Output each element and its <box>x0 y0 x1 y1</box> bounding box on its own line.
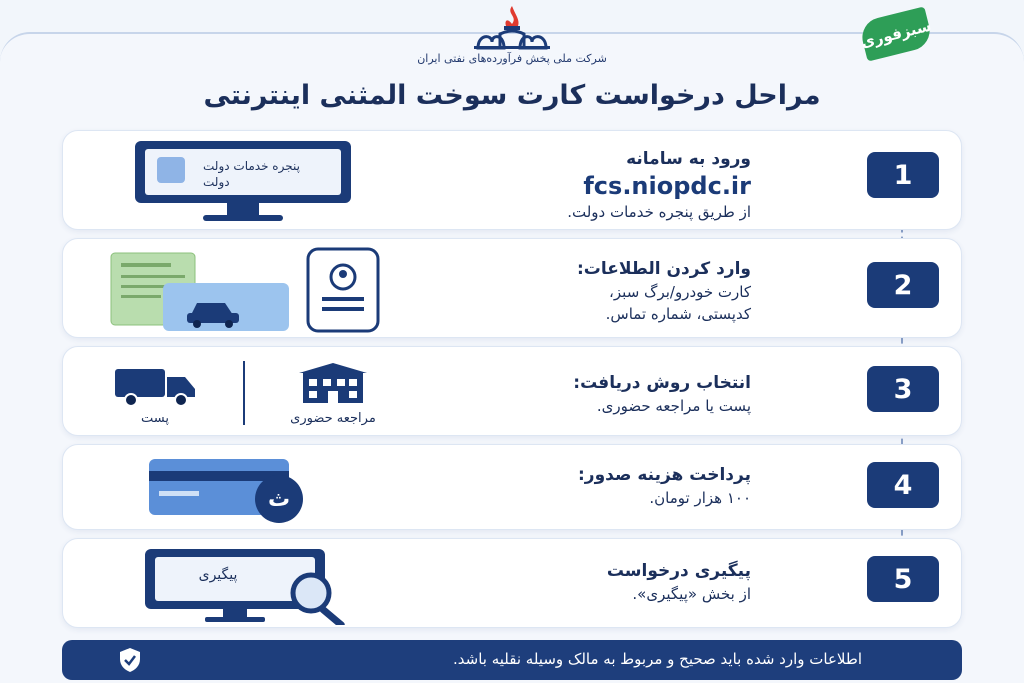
step-number-2: 2 <box>867 262 939 308</box>
mobile-id-icon <box>306 247 380 333</box>
step-text-5 <box>607 559 751 605</box>
step-body-5: از بخش «پیگیری». <box>632 585 751 603</box>
step-heading-3: انتخاب روش دریافت: <box>573 373 751 393</box>
step-text-4 <box>578 463 751 509</box>
option-label-in-person: مراجعه حضوری <box>290 411 376 426</box>
monitor-screen-text-5: پیگیری <box>198 567 238 583</box>
shield-check-icon <box>118 647 142 673</box>
step-text-3 <box>573 371 751 417</box>
niopdc-logo-icon <box>470 4 554 50</box>
step-number-1: 1 <box>867 152 939 198</box>
step-card-1 <box>62 130 962 230</box>
footer-notice <box>62 640 962 680</box>
page-title: مراحل درخواست کارت سوخت المثنی اینترنتی <box>203 80 821 111</box>
step-card-2 <box>62 238 962 338</box>
building-icon <box>295 361 371 405</box>
step-body-2a: کارت خودرو/برگ سبز، <box>609 283 751 301</box>
step-heading-2: وارد کردن الطلاعات: <box>577 259 751 279</box>
step-heading-5: پیگیری درخواست <box>606 561 751 581</box>
step-card-5 <box>62 538 962 628</box>
coin-icon: ث <box>255 475 303 523</box>
truck-icon <box>113 363 199 407</box>
step-body-4: ۱۰۰ هزار تومان. <box>649 489 751 507</box>
step-text-2 <box>577 257 751 325</box>
step-number-3: 3 <box>867 366 939 412</box>
step-heading-1: ورود به سامانه <box>626 149 751 169</box>
step-body-1: از طریق پنجره خدمات دولت. <box>567 203 751 221</box>
step-heading-4: پرداخت هزینه صدور: <box>578 465 751 485</box>
step-card-4 <box>62 444 962 530</box>
car-card-icon <box>161 281 291 333</box>
step-card-3 <box>62 346 962 436</box>
step-url-1: fcs.niopdc.ir <box>583 172 751 200</box>
step-body-2b: کدپستی، شماره تماس. <box>605 305 751 323</box>
step-body-3: پست یا مراجعه حضوری. <box>596 397 751 415</box>
monitor-icon <box>133 139 353 225</box>
step-number-4: 4 <box>867 462 939 508</box>
brand-badge: سبزفوری <box>858 6 934 61</box>
company-name: شرکت ملی پخش فرآورده‌های نفتی ایران <box>417 52 607 65</box>
monitor-screen-text-1: پنجره خدمات دولت <box>203 159 300 173</box>
option-divider <box>243 361 245 425</box>
step-number-5: 5 <box>867 556 939 602</box>
monitor-screen-text-2: دولت <box>203 175 230 189</box>
footer-text: اطلاعات وارد شده باید صحیح و مربوط به مالک وسیله نقلیه باشد. <box>453 650 862 668</box>
option-label-post: پست <box>141 411 169 426</box>
monitor-magnifier-icon <box>143 547 363 625</box>
step-text-1 <box>567 147 751 223</box>
